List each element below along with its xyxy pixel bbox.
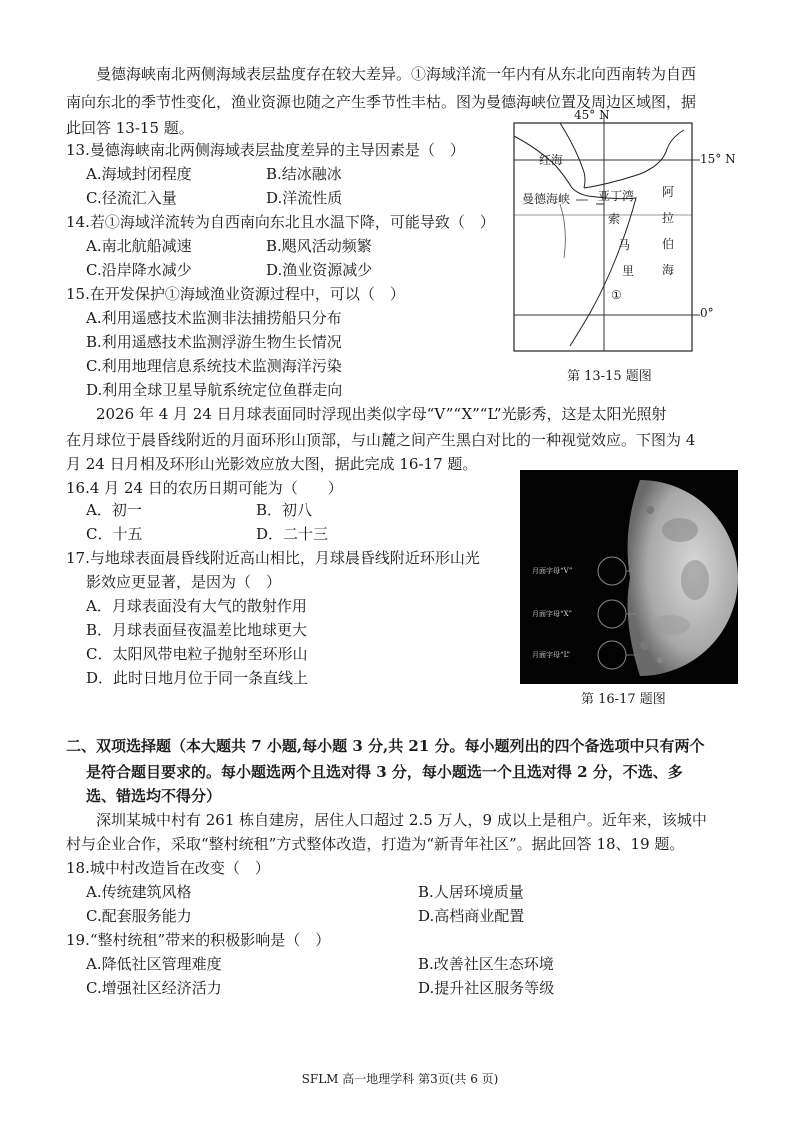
map-area-1-marker: ①: [611, 288, 622, 302]
q16-option-d[interactable]: D．二十三: [256, 525, 329, 543]
section2-header-line2: 是符合题目要求的。每小题选两个且选对得 3 分，每小题选一个且选对得 2 分，不选、多: [86, 763, 683, 781]
q17-option-c[interactable]: C．太阳风带电粒子抛射至环形山: [86, 645, 308, 663]
q18-option-b[interactable]: B.人居环境质量: [418, 883, 524, 901]
map-gulf-label: 亚丁湾: [598, 189, 635, 203]
q14-option-a[interactable]: A.南北航船减速: [86, 237, 192, 255]
q18-option-d[interactable]: D.高档商业配置: [418, 907, 525, 925]
q13-option-d[interactable]: D.洋流性质: [266, 189, 343, 207]
inland-border: [560, 204, 565, 258]
page-footer: SFLM 高一地理学科 第3页(共 6 页): [301, 1072, 499, 1086]
q13-option-c[interactable]: C.径流汇入量: [86, 189, 177, 207]
map-arabian-char3: 伯: [662, 237, 675, 251]
intro-18-19-line2: 村与企业合作，采取“整村统租”方式整体改造，打造为“新青年社区”。据此回答 18、19 题。: [66, 835, 685, 853]
section2-header-line1: 二、双项选择题（本大题共 7 小题,每小题 3 分,共 21 分。每小题列出的四个备选项中只有两个: [66, 737, 705, 755]
moon-mare-2: [681, 560, 709, 600]
q17-option-d[interactable]: D．此时日地月位于同一条直线上: [86, 669, 309, 687]
bab-el-mandeb-map: [500, 108, 720, 358]
intro-13-15-line1: 曼德海峡南北两侧海域表层盐度存在较大差异。①海域洋流一年内有从东北向西南转为自西: [96, 65, 697, 83]
q19-option-d[interactable]: D.提升社区服务等级: [418, 979, 555, 997]
map-caption: 第 13-15 题图: [567, 369, 652, 384]
q14-option-b[interactable]: B.飓风活动频繁: [266, 237, 372, 255]
q17-option-a[interactable]: A．月球表面没有大气的散射作用: [86, 597, 307, 615]
q17-stem-line1: 17.与地球表面晨昏线附近高山相比，月球晨昏线附近环形山光: [66, 549, 480, 567]
intro-13-15-line2: 南向东北的季节性变化，渔业资源也随之产生季节性丰枯。图为曼德海峡位置及周边区域图，据: [66, 93, 697, 111]
map-somalia-char2: 马: [618, 238, 631, 252]
map-red-sea-label: 红海: [539, 153, 564, 167]
q14-stem: 14.若①海域洋流转为自西南向东北且水温下降，可能导致（ ）: [66, 213, 495, 231]
q18-option-a[interactable]: A.传统建筑风格: [86, 883, 192, 901]
q18-stem: 18.城中村改造旨在改变（ ）: [66, 859, 270, 877]
q13-stem: 13.曼德海峡南北两侧海域表层盐度差异的主导因素是（ ）: [66, 141, 465, 159]
arabia-coast: [584, 130, 684, 188]
moon-caption: 第 16-17 题图: [581, 692, 666, 707]
map-somalia-char1: 索: [608, 212, 621, 226]
moon-label-v: 月面字母“V”: [532, 567, 573, 575]
q16-option-b[interactable]: B．初八: [256, 501, 313, 519]
map-lat-0: 0°: [700, 306, 714, 320]
q16-stem: 16.4 月 24 日的农历日期可能为（ ）: [66, 479, 343, 497]
q19-option-c[interactable]: C.增强社区经济活力: [86, 979, 222, 997]
q19-option-a[interactable]: A.降低社区管理难度: [86, 955, 222, 973]
section2-header-line3: 选、错选均不得分）: [86, 787, 222, 805]
intro-16-17-line2: 在月球位于晨昏线附近的月面环形山顶部，与山麓之间产生黑白对比的一种视觉效应。下图为 4: [66, 431, 696, 449]
q13-option-b[interactable]: B.结冰融冰: [266, 165, 342, 183]
q14-option-c[interactable]: C.沿岸降水减少: [86, 261, 192, 279]
red-sea-east-shore: [560, 123, 585, 188]
moon-mare-3: [650, 615, 690, 635]
map-lat-45n: 45° N: [574, 108, 610, 122]
q19-option-b[interactable]: B.改善社区生态环境: [418, 955, 554, 973]
moon-label-x: 月面字母“X”: [532, 610, 573, 618]
moon-label-l: 月面字母“L”: [532, 651, 571, 659]
q14-option-d[interactable]: D.渔业资源减少: [266, 261, 373, 279]
map-strait-label: 曼德海峡: [522, 192, 571, 206]
q17-stem-line2: 影效应更显著，是因为（ ）: [86, 573, 282, 591]
map-somalia-char3: 里: [622, 264, 635, 278]
q16-option-a[interactable]: A．初一: [86, 501, 142, 519]
map-arabian-char2: 拉: [662, 211, 675, 225]
intro-13-15-line3: 此回答 13-15 题。: [66, 119, 194, 137]
crater: [657, 657, 663, 663]
q15-stem: 15.在开发保护①海域渔业资源过程中，可以（ ）: [66, 285, 405, 303]
q15-option-c[interactable]: C.利用地理信息系统技术监测海洋污染: [86, 357, 342, 375]
map-lat-15n: 15° N: [700, 152, 736, 166]
q18-option-c[interactable]: C.配套服务能力: [86, 907, 192, 925]
intro-16-17-line3: 月 24 日月相及环形山光影效应放大图，据此完成 16-17 题。: [66, 455, 478, 473]
intro-16-17-line1: 2026 年 4 月 24 日月球表面同时浮现出类似字母“V”“X”“L”光影秀，这是太阳光照射: [96, 405, 667, 423]
moon-mare-1: [662, 518, 698, 542]
q15-option-a[interactable]: A.利用遥感技术监测非法捕捞船只分布: [86, 309, 342, 327]
q19-stem: 19.“整村统租”带来的积极影响是（ ）: [66, 931, 331, 949]
crater: [646, 506, 654, 514]
q16-option-c[interactable]: C．十五: [86, 525, 143, 543]
q15-option-b[interactable]: B.利用遥感技术监测浮游生物生长情况: [86, 333, 342, 351]
map-arabian-char4: 海: [662, 263, 675, 277]
map-arabian-char1: 阿: [662, 185, 675, 199]
q17-option-b[interactable]: B．月球表面昼夜温差比地球更大: [86, 621, 308, 639]
crater: [640, 640, 650, 650]
q15-option-d[interactable]: D.利用全球卫星导航系统定位鱼群走向: [86, 381, 343, 399]
q13-option-a[interactable]: A.海域封闭程度: [86, 165, 192, 183]
intro-18-19-line1: 深圳某城中村有 261 栋自建房，居住人口超过 2.5 万人，9 成以上是租户。近年来，该城中: [96, 811, 707, 829]
